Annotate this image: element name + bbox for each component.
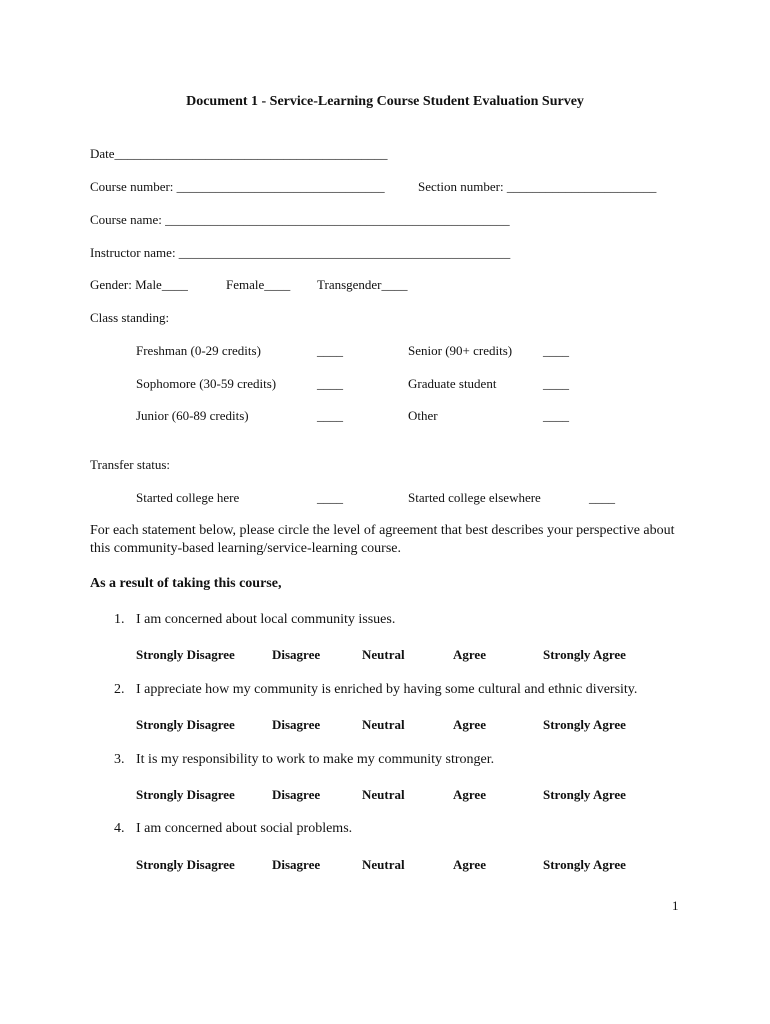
sophomore-blank[interactable]: ____ [317,376,343,391]
page-number: 1 [672,898,679,913]
option-disagree[interactable]: Disagree [272,857,321,872]
option-agree[interactable]: Agree [453,717,486,732]
gender-transgender-field[interactable]: Transgender____ [317,277,408,292]
started-elsewhere-label: Started college elsewhere [408,490,541,505]
option-strongly-disagree[interactable]: Strongly Disagree [136,647,235,662]
class-standing-heading: Class standing: [90,310,170,325]
date-field[interactable]: Date__________________________________________ [90,146,388,161]
question-number: 4. [114,821,125,836]
option-neutral[interactable]: Neutral [362,717,405,732]
option-neutral[interactable]: Neutral [362,647,405,662]
junior-label: Junior (60-89 credits) [136,408,249,423]
option-strongly-agree[interactable]: Strongly Agree [543,647,626,662]
freshman-blank[interactable]: ____ [317,343,343,358]
option-agree[interactable]: Agree [453,647,486,662]
gender-female-field[interactable]: Female____ [226,277,291,292]
other-blank[interactable]: ____ [543,408,569,423]
instructor-name-field[interactable]: Instructor name: ___________________________________________________ [90,245,511,260]
option-strongly-disagree[interactable]: Strongly Disagree [136,857,235,872]
option-strongly-agree[interactable]: Strongly Agree [543,857,626,872]
question-text: I am concerned about social problems. [136,821,353,836]
option-agree[interactable]: Agree [453,787,486,802]
option-neutral[interactable]: Neutral [362,857,405,872]
option-agree[interactable]: Agree [453,857,486,872]
option-strongly-agree[interactable]: Strongly Agree [543,787,626,802]
option-neutral[interactable]: Neutral [362,787,405,802]
instructions-paragraph: For each statement below, please circle the level of agreement that best describes your perspective about this community-based learning/service-learning course. [90,523,675,556]
document-title: Document 1 - Service-Learning Course Student Evaluation Survey [186,94,584,109]
gender-male-field[interactable]: Gender: Male____ [90,277,188,292]
option-disagree[interactable]: Disagree [272,647,321,662]
question-number: 2. [114,682,125,697]
senior-label: Senior (90+ credits) [408,343,513,358]
question-text: I am concerned about local community issues. [136,612,396,627]
course-name-field[interactable]: Course name: _____________________________________________________ [90,212,510,227]
option-strongly-disagree[interactable]: Strongly Disagree [136,787,235,802]
section-number-field[interactable]: Section number: _______________________ [418,179,657,194]
sophomore-label: Sophomore (30-59 credits) [136,376,277,391]
junior-blank[interactable]: ____ [317,408,343,423]
question-text: I appreciate how my community is enriched by having some cultural and ethnic diversity. [136,682,638,697]
graduate-label: Graduate student [408,376,497,391]
graduate-blank[interactable]: ____ [543,376,569,391]
course-number-field[interactable]: Course number: ________________________________ [90,179,385,194]
question-text: It is my responsibility to work to make my community stronger. [136,752,495,767]
other-label: Other [408,408,438,423]
transfer-status-heading: Transfer status: [90,457,171,472]
question-number: 3. [114,752,125,767]
senior-blank[interactable]: ____ [543,343,569,358]
option-strongly-disagree[interactable]: Strongly Disagree [136,717,235,732]
freshman-label: Freshman (0-29 credits) [136,343,261,358]
started-elsewhere-blank[interactable]: ____ [589,490,615,505]
option-disagree[interactable]: Disagree [272,717,321,732]
option-disagree[interactable]: Disagree [272,787,321,802]
started-here-label: Started college here [136,490,240,505]
question-number: 1. [114,612,125,627]
lead-in-heading: As a result of taking this course, [90,576,282,591]
started-here-blank[interactable]: ____ [317,490,343,505]
option-strongly-agree[interactable]: Strongly Agree [543,717,626,732]
